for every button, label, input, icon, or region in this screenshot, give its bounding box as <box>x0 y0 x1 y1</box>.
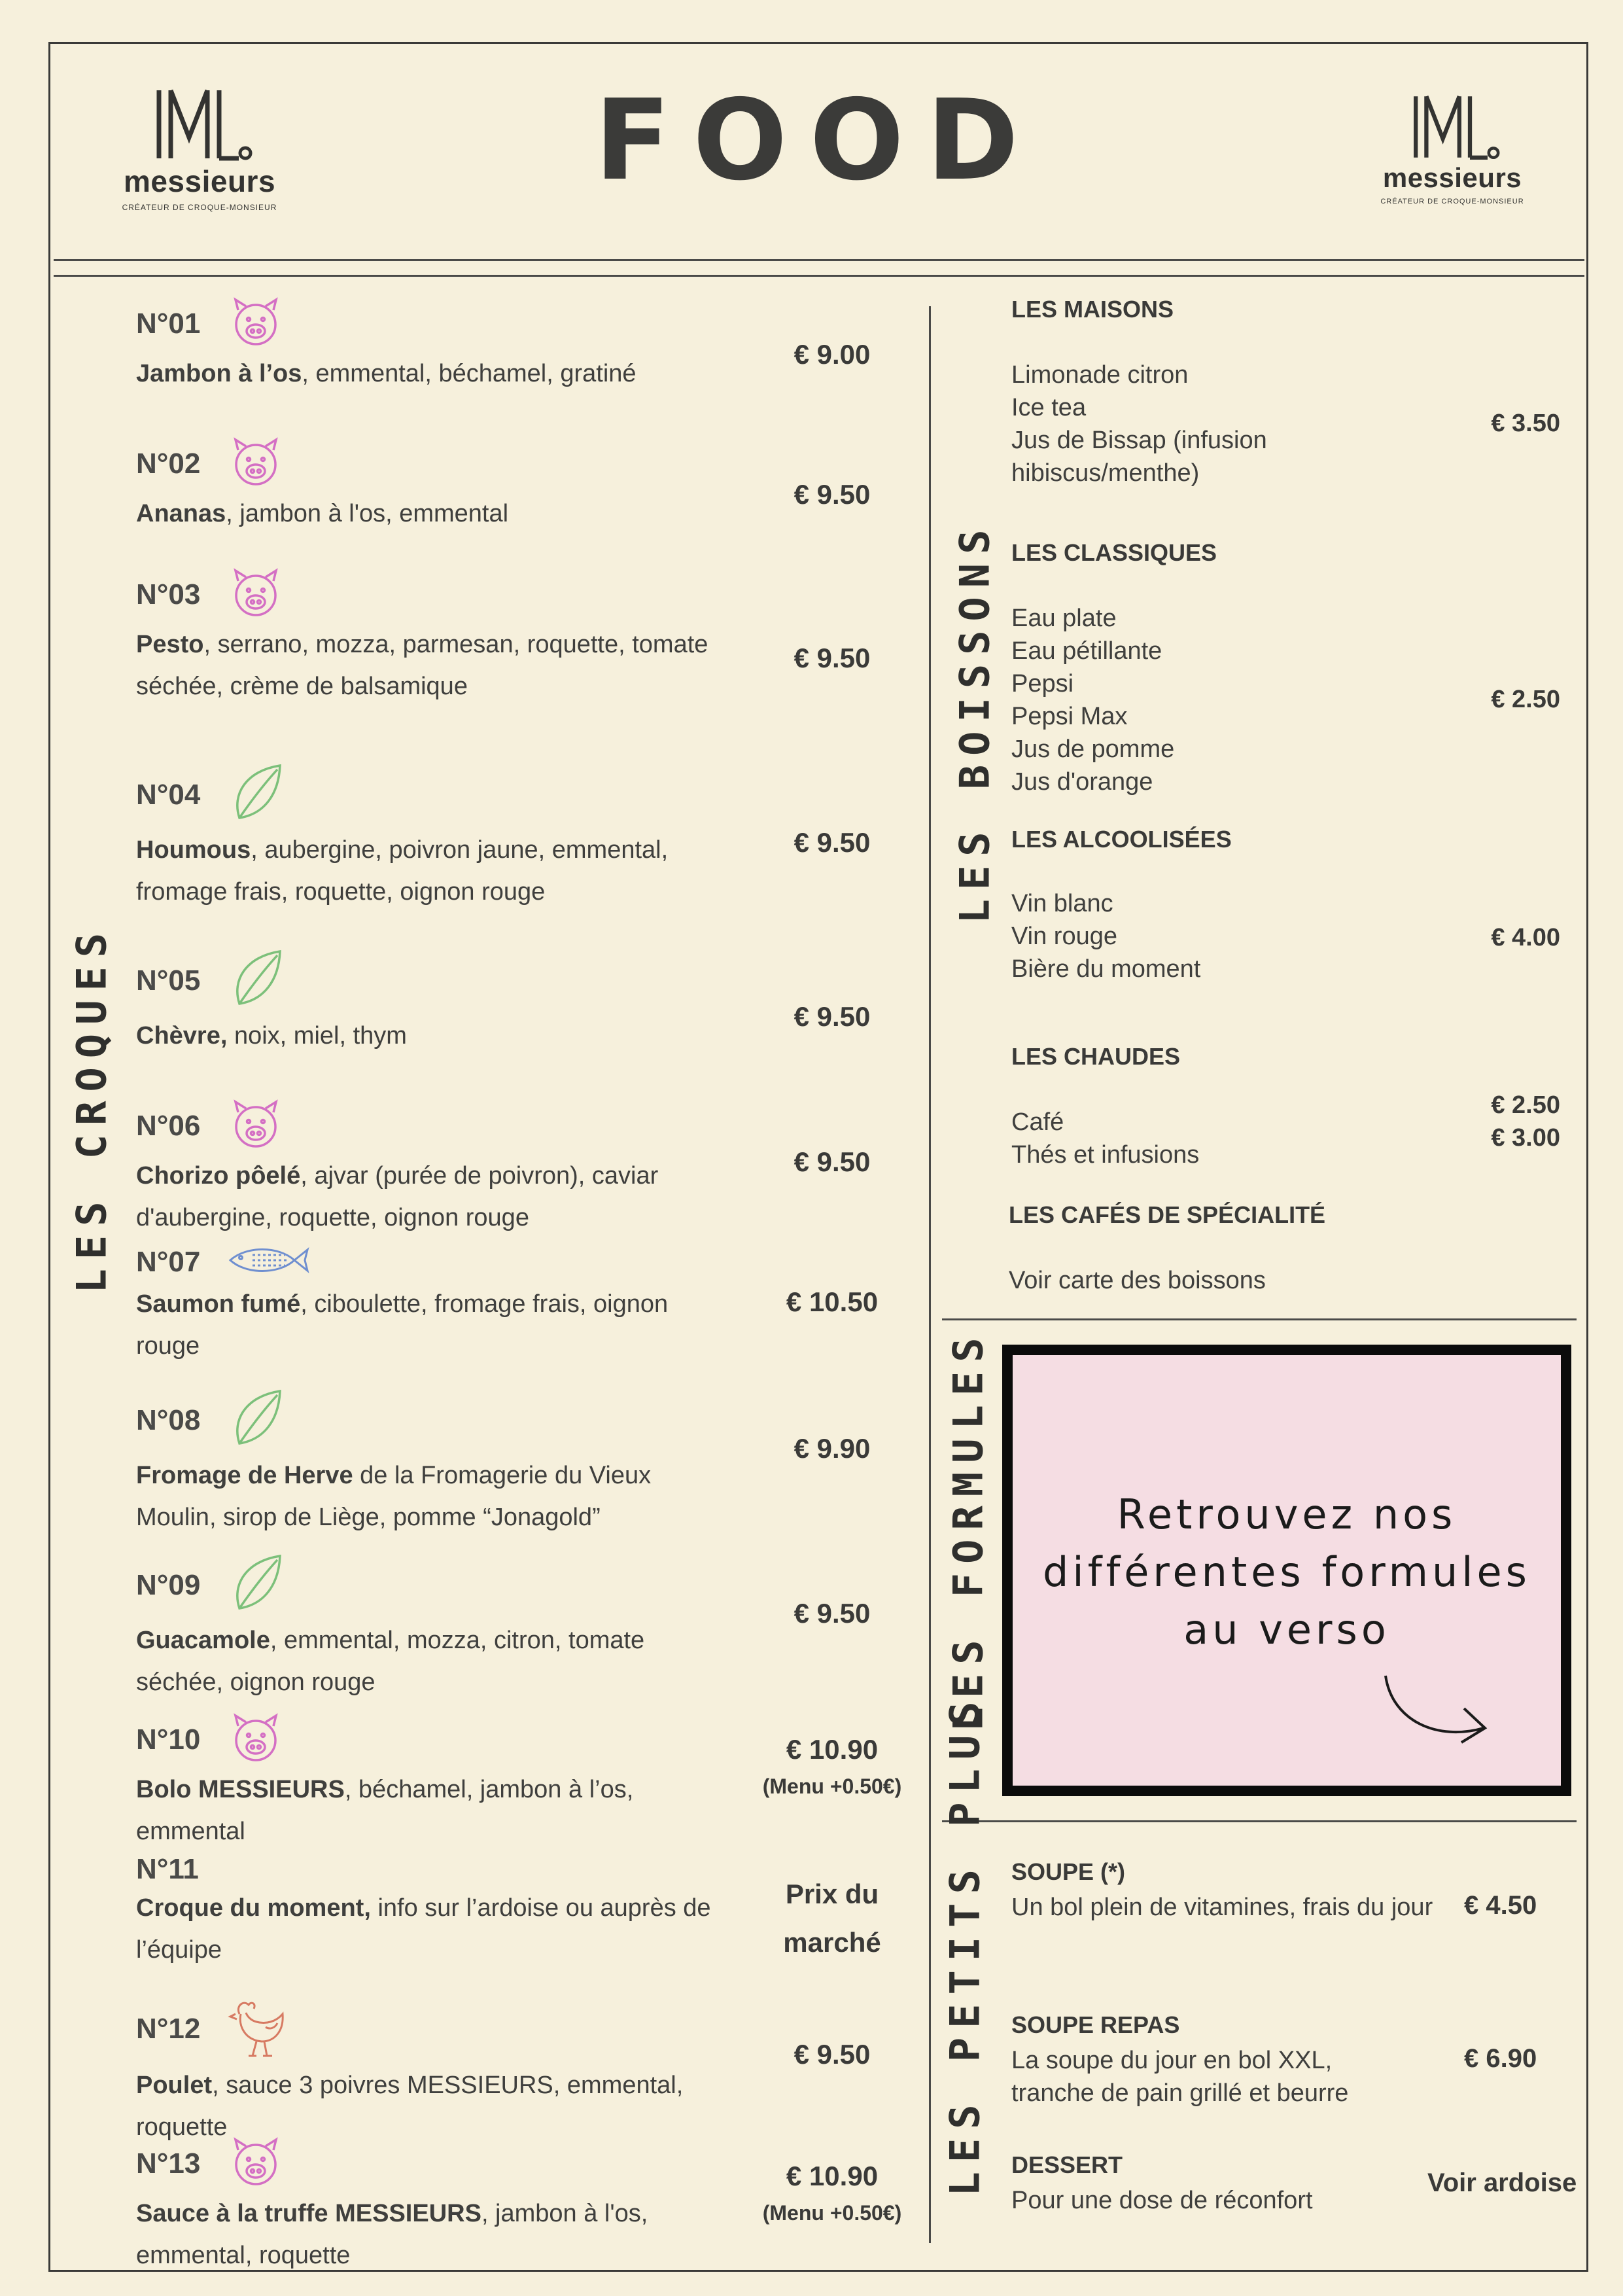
croque-price <box>734 479 930 510</box>
drinks-card-note: Voir carte des boissons <box>1009 1267 1266 1294</box>
croque-number: N°09 <box>136 1568 201 1601</box>
drink-item: Bière du moment <box>1011 955 1201 983</box>
drinks-items <box>1009 1264 1266 1297</box>
croque-description <box>136 1015 738 1057</box>
croque-main-ingredient: Guacamole <box>136 1627 270 1654</box>
croque-number: N°06 <box>136 1109 201 1142</box>
pig-icon <box>226 2136 285 2191</box>
croque-main-ingredient: Fromage de Herve <box>136 1462 353 1489</box>
pig-icon <box>226 436 285 491</box>
promo-line: Retrouvez nos <box>1117 1491 1457 1538</box>
croque-price-menu-note: (Menu +0.50€) <box>762 1775 902 1798</box>
croque-description <box>136 1455 738 1538</box>
croque-price-value: € 9.50 <box>794 643 871 673</box>
leaf-icon <box>226 1387 285 1453</box>
croque-ingredients: , emmental, mozza, citron, tomate séchée, oignon rouge <box>136 1627 645 1696</box>
croque-number: N°03 <box>136 578 201 610</box>
brand-name: messieurs <box>1382 162 1522 193</box>
croque-number: N°07 <box>136 1245 201 1278</box>
section-label-petits-plus: LES PETITS PLUS <box>941 1692 989 2197</box>
croque-item <box>136 2136 738 2276</box>
extra-desc: Un bol plein de vitamines, frais du jour <box>1011 1894 1433 1921</box>
croque-price-value: € 10.90 <box>786 1734 879 1765</box>
section-label-boissons: LES BOISSONS <box>951 520 999 924</box>
croque-main-ingredient: Bolo MESSIEURS <box>136 1776 345 1803</box>
croque-main-ingredient: Poulet <box>136 2072 213 2099</box>
logo-mark-icon <box>141 85 258 164</box>
extra-heading: DESSERT <box>1011 2151 1123 2178</box>
logo-left <box>105 85 294 212</box>
drinks-heading: LES CAFÉS DE SPÉCIALITÉ <box>1009 1201 1326 1228</box>
section-divider <box>942 1318 1577 1320</box>
croque-item <box>136 762 738 913</box>
croque-item <box>136 1552 738 1703</box>
croque-main-ingredient: Croque du moment, <box>136 1894 371 1922</box>
pig-icon <box>226 296 285 351</box>
croque-description <box>136 1155 738 1239</box>
croque-main-ingredient: Jambon à l’os <box>136 360 302 387</box>
croque-item <box>136 1853 738 1971</box>
brand-tagline: CRÉATEUR DE CROQUE-MONSIEUR <box>122 203 277 212</box>
drink-item: Vin rouge <box>1011 923 1117 950</box>
croque-main-ingredient: Chorizo pôelé <box>136 1162 301 1190</box>
extra-price: € 6.90 <box>1464 2044 1537 2073</box>
extra-desc: La soupe du jour en bol XXL, tranche de pain grillé et beurre <box>1011 2047 1349 2107</box>
croque-price <box>734 1286 930 1318</box>
drink-item: Vin blanc <box>1011 890 1113 917</box>
logo-right <box>1367 92 1537 205</box>
drink-item: Café <box>1011 1108 1064 1136</box>
extra-heading: SOUPE (*) <box>1011 1858 1126 1885</box>
croque-main-ingredient: Ananas <box>136 500 226 527</box>
croque-price <box>734 827 930 858</box>
croque-ingredients: , aubergine, poivron jaune, emmental, fromage frais, roquette, oignon rouge <box>136 836 669 906</box>
croque-number: N°04 <box>136 778 201 811</box>
drink-item: Limonade citron <box>1011 361 1189 389</box>
croque-ingredients: , jambon à l'os, emmental, roquette <box>136 2200 648 2269</box>
croque-item <box>136 567 738 707</box>
croque-number: N°13 <box>136 2147 201 2180</box>
croque-description <box>136 624 738 707</box>
croque-price-value: Prix du marché <box>783 1879 881 1958</box>
croque-description <box>136 493 738 535</box>
croque-price <box>734 1734 930 1799</box>
fish-icon <box>226 1242 311 1282</box>
croque-price-value: € 9.50 <box>794 1001 871 1032</box>
drink-price: € 4.00 <box>1491 924 1560 951</box>
pig-icon <box>226 567 285 622</box>
section-label-formules: LES FORMULES <box>944 1328 992 1732</box>
croque-description <box>136 353 738 395</box>
formules-promo-box <box>1002 1345 1571 1796</box>
extra-price: € 4.50 <box>1464 1891 1537 1920</box>
drink-item: Jus de pomme <box>1011 735 1175 763</box>
croque-ingredients: info sur l’ardoise ou auprès de l’équipe <box>136 1894 711 1964</box>
header-divider <box>54 275 1584 277</box>
promo-line: au verso <box>1183 1606 1390 1653</box>
croque-price <box>734 2161 930 2225</box>
croque-main-ingredient: Saumon fumé <box>136 1290 301 1318</box>
drink-price <box>1491 1089 1560 1154</box>
pig-icon <box>226 1712 285 1767</box>
croque-description <box>136 1769 738 1852</box>
drink-item: Thés et infusions <box>1011 1141 1200 1169</box>
drinks-heading: LES CHAUDES <box>1011 1043 1181 1070</box>
croque-item <box>136 947 738 1057</box>
drink-item: Pepsi <box>1011 670 1074 698</box>
croque-ingredients: , jambon à l'os, emmental <box>226 500 509 527</box>
croque-number: N°02 <box>136 447 201 480</box>
leaf-icon <box>226 947 285 1014</box>
croque-number: N°08 <box>136 1404 201 1436</box>
croque-description <box>136 1619 738 1703</box>
drink-price: € 3.50 <box>1491 410 1560 437</box>
drinks-items <box>1011 1106 1199 1171</box>
section-divider <box>942 1820 1577 1822</box>
croque-ingredients: de la Fromagerie du Vieux Moulin, sirop de Liège, pomme “Jonagold” <box>136 1462 652 1531</box>
croque-description <box>136 1887 738 1971</box>
croque-price-value: € 9.50 <box>794 827 871 858</box>
extra-desc: Pour une dose de réconfort <box>1011 2187 1313 2214</box>
croque-item <box>136 1098 738 1239</box>
leaf-icon <box>226 762 285 828</box>
croque-price <box>734 339 930 370</box>
croque-number: N°05 <box>136 964 201 997</box>
croque-price <box>734 1598 930 1629</box>
croque-price-menu-note: (Menu +0.50€) <box>762 2201 902 2225</box>
drinks-heading: LES ALCOOLISÉES <box>1011 826 1232 853</box>
croque-ingredients: noix, miel, thym <box>227 1022 407 1050</box>
croque-price <box>734 2039 930 2070</box>
drink-item: Eau pétillante <box>1011 637 1162 665</box>
croque-item <box>136 1242 738 1367</box>
croque-price <box>734 1001 930 1033</box>
croque-price-value: € 9.00 <box>794 339 871 370</box>
drink-item: Pepsi Max <box>1011 703 1128 730</box>
croque-price-value: € 9.50 <box>794 1598 871 1629</box>
croque-ingredients: , ajvar (purée de poivron), caviar d'aubergine, roquette, oignon rouge <box>136 1162 659 1231</box>
croque-ingredients: , ciboulette, fromage frais, oignon rouge <box>136 1290 669 1360</box>
drinks-heading: LES CLASSIQUES <box>1011 539 1217 566</box>
croque-item <box>136 1387 738 1538</box>
logo-mark-icon <box>1397 92 1507 162</box>
drinks-heading: LES MAISONS <box>1011 296 1174 323</box>
arrow-icon <box>1379 1669 1497 1754</box>
croque-main-ingredient: Sauce à la truffe MESSIEURS <box>136 2200 481 2227</box>
croque-price-value: € 9.90 <box>794 1433 871 1464</box>
page-title: FOOD <box>594 76 1041 205</box>
croque-number: N°11 <box>136 1853 199 1885</box>
croque-price <box>734 643 930 674</box>
croque-price-value: € 10.90 <box>786 2161 879 2191</box>
promo-line: différentes formules <box>1043 1548 1531 1596</box>
drinks-items <box>1011 359 1267 489</box>
drinks-items <box>1011 602 1174 798</box>
pig-icon <box>226 1098 285 1154</box>
drink-price: € 2.50 <box>1491 686 1560 713</box>
drinks-items <box>1011 887 1200 985</box>
drink-item: hibiscus/menthe) <box>1011 459 1200 487</box>
croque-item <box>136 296 738 395</box>
croque-main-ingredient: Chèvre, <box>136 1022 228 1050</box>
croque-ingredients: , emmental, béchamel, gratiné <box>302 360 637 387</box>
croque-description <box>136 2193 738 2276</box>
croque-item <box>136 1712 738 1852</box>
croque-price-value: € 9.50 <box>794 2039 871 2070</box>
drink-price-the: € 3.00 <box>1491 1124 1560 1152</box>
croque-price <box>734 1870 930 1967</box>
drink-price-cafe: € 2.50 <box>1491 1091 1560 1119</box>
drink-item: Ice tea <box>1011 394 1087 421</box>
croque-ingredients: , serrano, mozza, parmesan, roquette, tomate séchée, crème de balsamique <box>136 631 708 700</box>
leaf-icon <box>226 1552 285 1618</box>
croque-price-value: € 9.50 <box>794 479 871 510</box>
drink-item: Jus de Bissap (infusion <box>1011 427 1267 454</box>
croque-item <box>136 436 738 535</box>
section-label-croques: LES CROQUES <box>67 923 116 1294</box>
brand-name: messieurs <box>123 164 276 198</box>
formules-promo-text <box>1013 1486 1561 1659</box>
croque-ingredients: , béchamel, jambon à l’os, emmental <box>136 1776 634 1845</box>
croque-main-ingredient: Pesto <box>136 631 204 658</box>
drink-item: Jus d'orange <box>1011 768 1153 796</box>
croque-number: N°12 <box>136 2012 201 2045</box>
drink-item: Eau plate <box>1011 605 1117 632</box>
header-divider <box>54 259 1584 261</box>
croque-price <box>734 1146 930 1178</box>
extra-price: Voir ardoise <box>1427 2168 1577 2197</box>
croque-price-value: € 10.50 <box>786 1286 879 1317</box>
croque-price <box>734 1433 930 1464</box>
croque-price-value: € 9.50 <box>794 1146 871 1177</box>
brand-tagline: CRÉATEUR DE CROQUE-MONSIEUR <box>1380 198 1524 205</box>
croque-number: N°10 <box>136 1723 201 1756</box>
croque-item <box>136 1994 738 2148</box>
chicken-icon <box>226 1994 289 2063</box>
croque-ingredients: , sauce 3 poivres MESSIEURS, emmental, roquette <box>136 2072 684 2141</box>
croque-number: N°01 <box>136 307 201 340</box>
croque-description <box>136 829 738 913</box>
croque-description <box>136 1283 738 1367</box>
extra-heading: SOUPE REPAS <box>1011 2011 1180 2038</box>
croque-main-ingredient: Houmous <box>136 836 251 864</box>
